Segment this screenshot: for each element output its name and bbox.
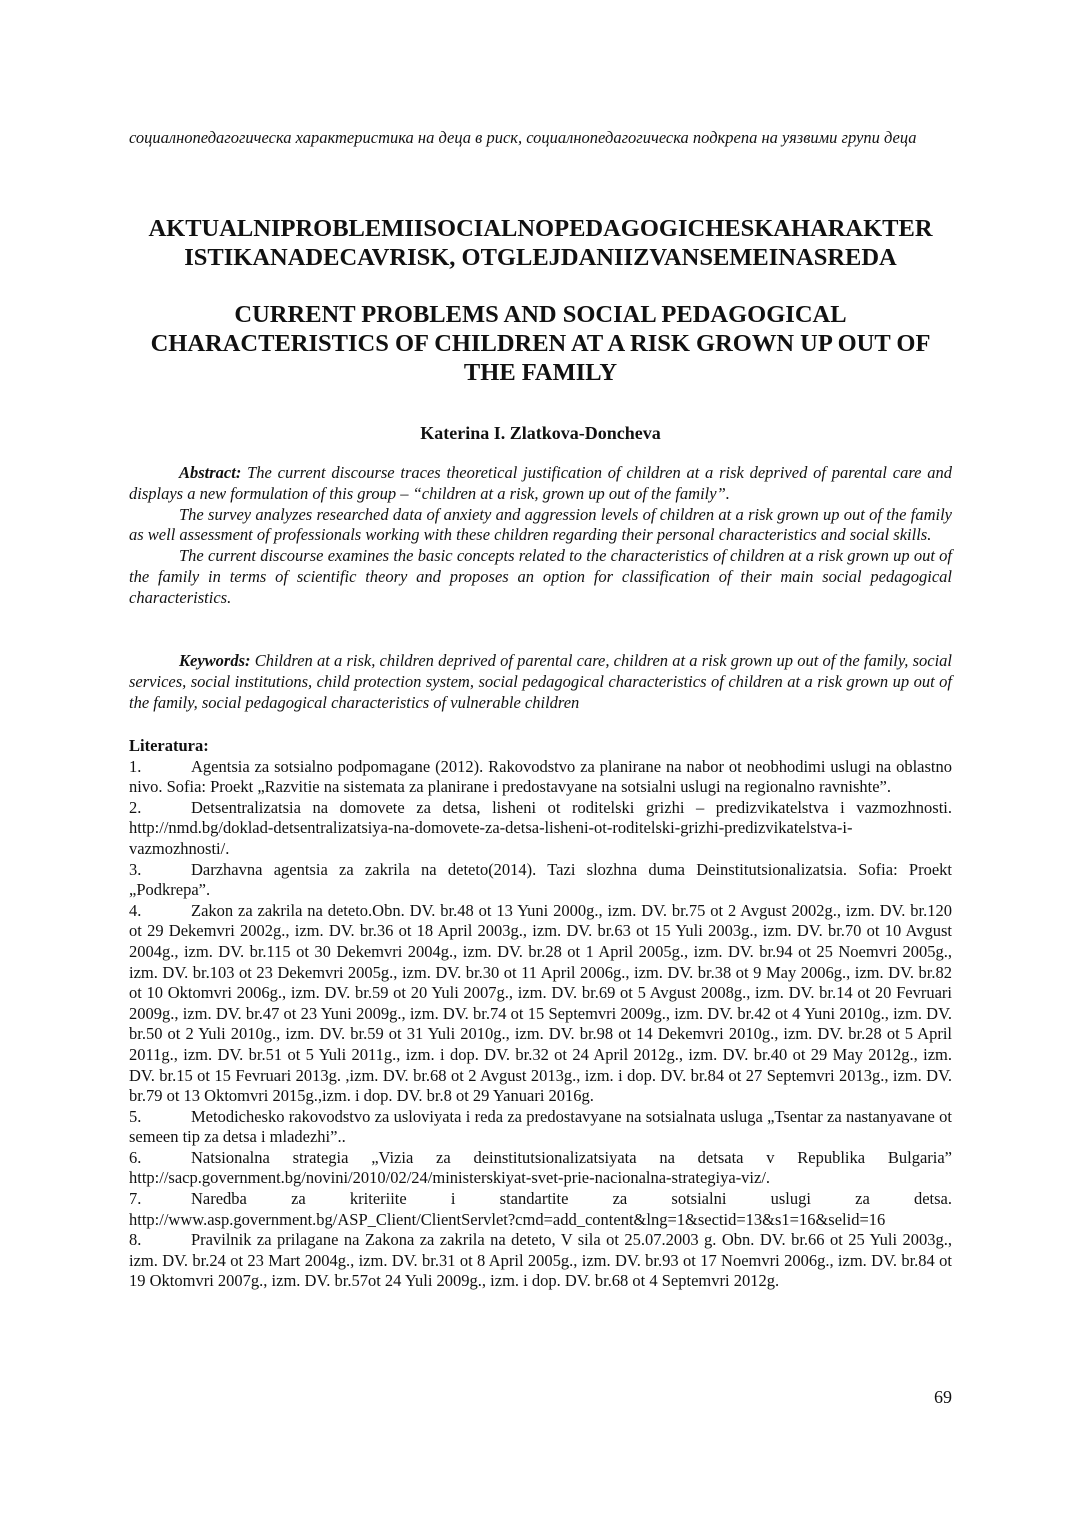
reference-item — [129, 1230, 952, 1292]
reference-item — [129, 798, 952, 860]
title-bulgarian-line: AKTUALNIPROBLEMIISOCIALNOPEDAGOGICHESKAHARAKTER — [148, 215, 933, 242]
reference-item — [129, 1148, 952, 1189]
reference-item — [129, 901, 952, 1107]
abstract-text: The current discourse traces theoretical justification of children at a risk deprived of parental care and displays a new formulation of this group – “children at a risk, grown up out of the family”. — [129, 463, 952, 503]
title-english-line: CHARACTERISTICS OF CHILDREN AT A RISK GROWN UP OUT OF — [150, 330, 931, 357]
reference-number: 7. — [129, 1189, 142, 1209]
reference-text: Detsentralizatsia na domovete za detsa, lisheni ot roditelski grizhi – predizvikatelstva i vazmozhnosti. http://nmd.bg/doklad-detsentralizatsiya-na-domovete-za-detsa-lisheni-ot-roditelski-grizhi-predizvikatelstva-i-vazmozhnosti/. — [129, 797, 952, 858]
keywords-section — [129, 651, 952, 713]
reference-text: Naredba za kriteriite i standartite za sotsialni uslugi za detsa. http://www.asp.government.bg/ASP_Client/ClientServlet?cmd=add_content&lng=1&sectid=13&s1=16&selid=16 — [129, 1189, 952, 1229]
page-number: 69 — [934, 1387, 952, 1407]
title-bulgarian — [129, 214, 952, 272]
title-english-line: THE FAMILY — [463, 359, 618, 386]
title-english-line: CURRENT PROBLEMS AND SOCIAL PEDAGOGICAL — [234, 301, 847, 328]
keywords-paragraph — [129, 651, 952, 713]
abstract-section — [129, 463, 952, 609]
abstract-paragraph: The current discourse examines the basic concepts related to the characteristics of children at a risk grown up out of the family in terms of scientific theory and proposes an option for classification of their main social pedagogical characteristics. — [129, 546, 952, 607]
reference-text: Pravilnik za prilagane na Zakona za zakrila na deteto, V sila ot 25.07.2003 g. Obn. DV. br.66 ot 25 Yuli 2003g., izm. DV. br.24 ot 23 Mart 2004g., izm. DV. br.31 ot 8 April 2005g., izm. DV. br.93 ot 17 Noemvri 2006g., izm. DV. br.84 ot 19 Oktomvri 2007g., izm. DV. br.57ot 24 Yuli 2009g., izm. i dop. DV. br.68 ot 4 Septemvri 2012g. — [129, 1230, 952, 1291]
reference-number: 6. — [129, 1147, 142, 1167]
keywords-text: Children at a risk, children deprived of parental care, children at a risk grown up out of the family, social services, social institutions, child protection system, social pedagogical characteristics of children at a risk grown up out of the family, social pedagogical characteristics of vulnerable children — [129, 651, 952, 712]
reference-item — [129, 1189, 952, 1230]
reference-number: 3. — [129, 859, 142, 879]
abstract-label: Abstract: — [179, 463, 242, 482]
literature-section — [129, 736, 952, 1292]
abstract-paragraph: The survey analyzes researched data of anxiety and aggression levels of children at a risk grown up out of the family as well assessment of professionals working with these children regarding their personal characteristics and social skills. — [129, 504, 952, 545]
reference-item — [129, 1107, 952, 1148]
title-bulgarian-line: ISTIKANADECAVRISK, OTGLEJDANIIZVANSEMEINASREDA — [184, 244, 897, 271]
reference-item — [129, 860, 952, 901]
author-name: Katerina I. Zlatkova-Doncheva — [420, 423, 661, 443]
reference-number: 5. — [129, 1106, 142, 1126]
reference-text: Darzhavna agentsia za zakrila na deteto(2014). Tazi slozhna duma Deinstitutsionalizatsia. Sofia: Proekt „Podkrepa”. — [129, 859, 952, 900]
reference-number: 1. — [129, 756, 142, 776]
reference-item — [129, 757, 952, 798]
reference-number: 8. — [129, 1230, 142, 1250]
reference-text: Metodichesko rakovodstvo za usloviyata i reda za predostavyane na sotsialnata usluga „Tsentar za nastanyavane ot semeen tip za detsa i mladezhi”.. — [129, 1106, 952, 1147]
reference-number: 2. — [129, 797, 142, 817]
abstract-paragraph — [129, 463, 952, 505]
reference-text: Zakon za zakrila na deteto.Obn. DV. br.48 ot 13 Yuni 2000g., izm. DV. br.75 ot 2 Avgust 2002g., izm. DV. br.120 ot 29 Dekemvri 2002g., izm. DV. br.36 ot 18 April 2003g., izm. DV. br.63 ot 15 Yuli 2003g., izm. DV. br.70 ot 10 Avgust 2004g., izm. DV. br.115 ot 30 Dekemvri 2004g., izm. DV. br.28 ot 1 April 2005g., izm. DV. br.94 ot 25 Noemvri 2005g., izm. DV. br.103 ot 23 Dekemvri 2005g., izm. DV. br.30 ot 11 April 2006g., izm. DV. br.38 ot 9 May 2006g., izm. DV. br.82 ot 10 Oktomvri 2006g., izm. DV. br.59 ot 20 Yuli 2007g., izm. DV. br.69 ot 5 Avgust 2008g., izm. DV. br.14 ot 20 Fevruari 2009g., izm. DV. br.47 ot 23 Yuni 2009g., izm. DV. br.74 ot 15 Septemvri 2009g., izm. DV. br.42 ot 4 Yuni 2010g., izm. DV. br.50 ot 2 Yuli 2010g., izm. DV. br.59 ot 31 Yuli 2010g., izm. DV. br.98 ot 14 Dekemvri 2010g., izm. DV. br.28 ot 5 April 2011g., izm. DV. br.51 ot 5 Yuli 2011g., izm. i dop. DV. br.32 ot 24 April 2012g., izm. DV. br.40 ot 29 May 2012g., izm. DV. br.15 ot 15 Fevruari 2013g. ,izm. DV. br.68 ot 2 Avgust 2013g., izm. i dop. DV. br.84 ot 27 Septemvri 2013g., izm. DV. br.79 ot 13 Oktomvri 2015g.,izm. i dop. DV. br.8 ot 29 Yanuari 2016g. — [129, 900, 952, 1106]
reference-text: Natsionalna strategia „Vizia za deinstitutsionalizatsiyata na detsata v Republika Bulgaria” http://sacp.government.bg/novini/2010/02/24/ministerskiyat-svet-prie-nacionalna-strategiya-viz/. — [129, 1147, 952, 1188]
keywords-label: Keywords: — [179, 651, 251, 670]
title-english — [129, 300, 952, 387]
header-keywords: социалнопедагогическа характеристика на деца в риск, социалнопедагогическа подкрепа на уязвими групи деца — [129, 128, 917, 147]
reference-number: 4. — [129, 900, 142, 920]
reference-text: Agentsia za sotsialno podpomagane (2012). Rakovodstvo za planirane na nabor ot neobhodimi uslugi na oblastno nivo. Sofia: Proekt „Razvitie na sistemata za planirane i predostavyane na sotsialni uslugi na regionalno ravnishte”. — [129, 756, 952, 797]
literature-heading: Literatura: — [129, 736, 209, 755]
